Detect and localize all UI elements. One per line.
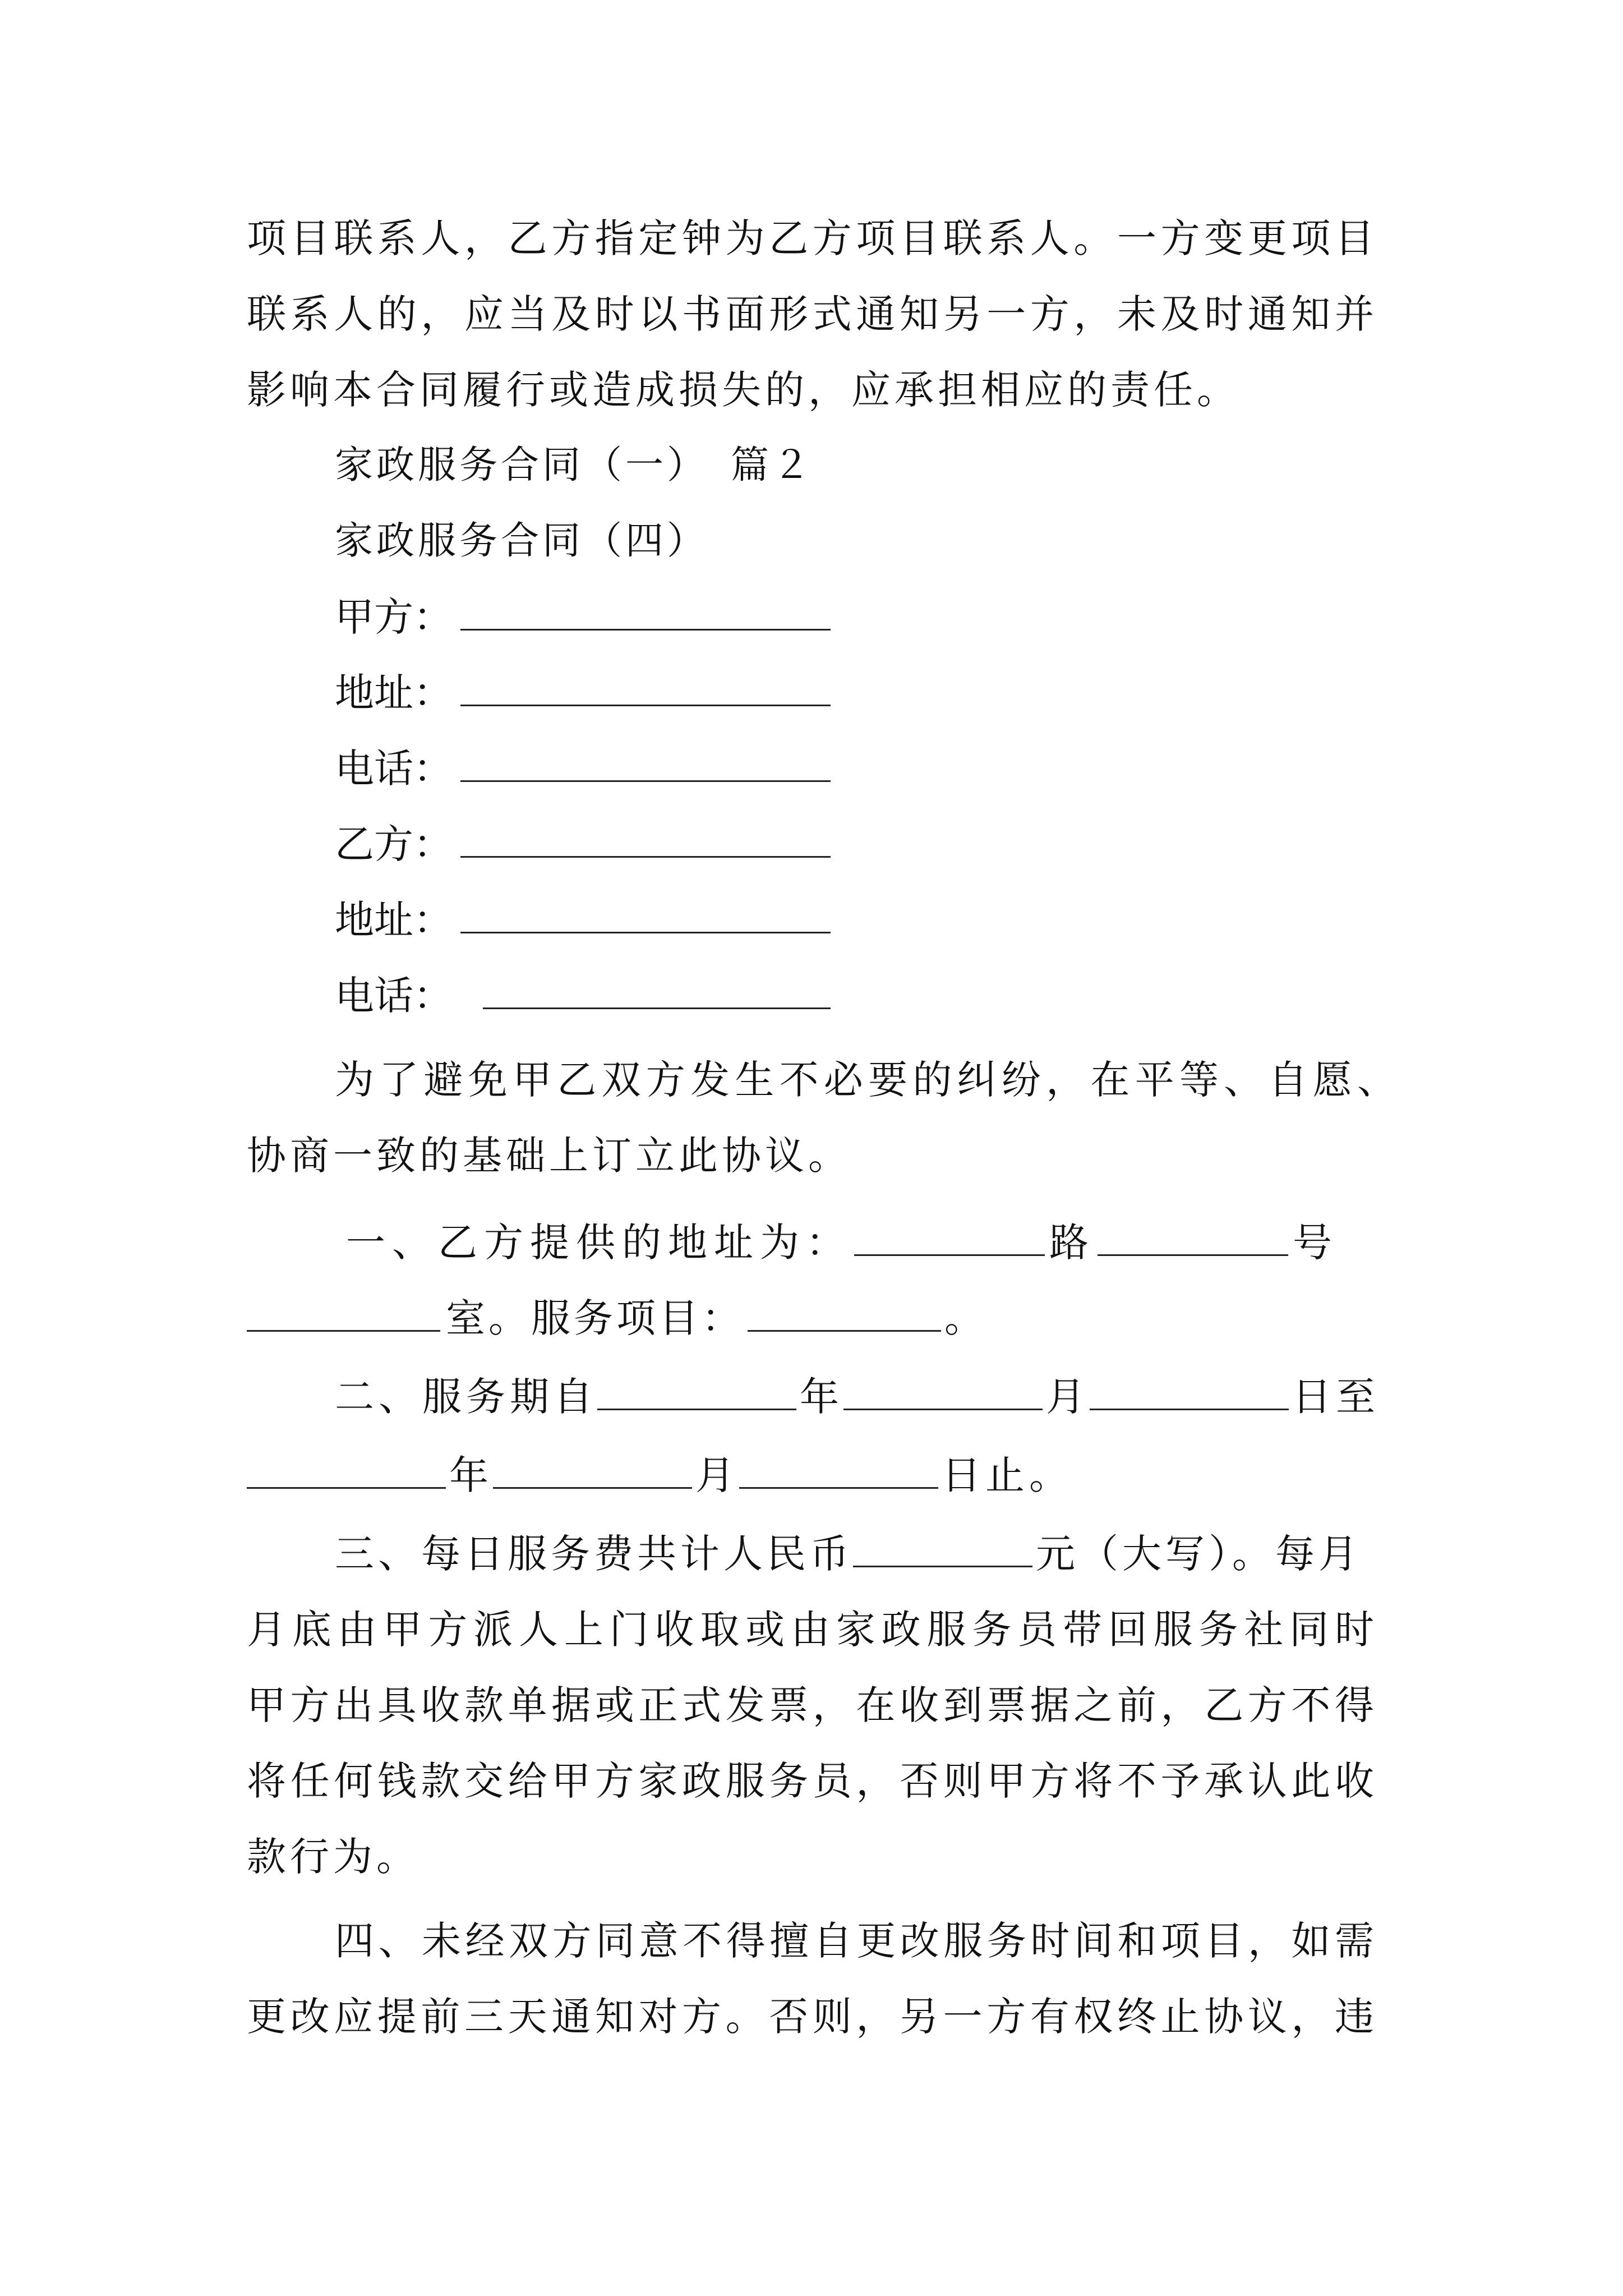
party-b-phone-blank[interactable]: [483, 970, 831, 1009]
room-label: 室。服务项目：: [446, 1295, 744, 1341]
month-label: 月: [695, 1452, 739, 1498]
party-b-field: [335, 817, 831, 871]
party-a-blank[interactable]: [460, 592, 831, 631]
phone-label: 电话：: [335, 973, 453, 1019]
address-label: 地址：: [335, 897, 453, 943]
party-a-phone-blank[interactable]: [460, 743, 831, 782]
clause-3-line: [335, 1527, 1362, 1581]
number-label: 号: [1293, 1220, 1339, 1266]
clause-2-prefix: 二、服务期自: [335, 1374, 597, 1420]
party-b-phone-field: [335, 969, 831, 1023]
body-text-line: 将任何钱款交给甲方家政服务员，否则甲方将不予承认此收: [247, 1758, 1374, 1804]
clause-1-end: 。: [944, 1295, 987, 1341]
clause-2-line-2: [247, 1448, 1073, 1502]
party-b-blank[interactable]: [460, 819, 831, 858]
end-month-blank[interactable]: [493, 1450, 692, 1489]
party-a-label: 甲方：: [335, 594, 453, 640]
road-number-blank[interactable]: [1098, 1217, 1288, 1256]
body-text-line: 款行为。: [247, 1834, 419, 1880]
party-b-label: 乙方：: [335, 821, 453, 867]
body-text-line: 甲方出具收款单据或正式发票，在收到票据之前，乙方不得: [247, 1682, 1374, 1728]
body-text-line: 四、未经双方同意不得擅自更改服务时间和项目，如需: [335, 1918, 1374, 1964]
service-item-blank[interactable]: [748, 1293, 941, 1332]
start-day-blank[interactable]: [1090, 1372, 1289, 1410]
address-label: 地址：: [335, 670, 453, 716]
clause-1-prefix: 一、乙方提供的地址为：: [346, 1220, 852, 1266]
day-to-label: 日至: [1292, 1374, 1380, 1420]
clause-1-line-2: [247, 1291, 987, 1345]
party-a-address-field: [335, 666, 831, 720]
party-a-phone-field: [335, 742, 831, 795]
body-text-line: 联系人的，应当及时以书面形式通知另一方，未及时通知并: [247, 291, 1374, 337]
year-label: 年: [449, 1452, 493, 1498]
body-text-line: 影响本合同履行或造成损失的，应承担相应的责任。: [247, 367, 1240, 413]
section-heading: 家政服务合同（一） 篇２: [335, 443, 814, 487]
clause-2-line: [335, 1370, 1380, 1424]
contract-title: 家政服务合同（四）: [335, 519, 709, 563]
start-month-blank[interactable]: [843, 1372, 1043, 1410]
road-label: 路: [1049, 1220, 1095, 1266]
end-day-blank[interactable]: [739, 1450, 938, 1489]
end-year-blank[interactable]: [247, 1450, 446, 1489]
day-end-label: 日止。: [942, 1452, 1073, 1498]
room-blank[interactable]: [247, 1293, 440, 1332]
start-year-blank[interactable]: [597, 1372, 796, 1410]
year-label: 年: [800, 1374, 843, 1420]
clause-3-prefix: 三、每日服务费共计人民币: [335, 1531, 853, 1577]
body-text-line: 项目联系人，乙方指定钟为乙方项目联系人。一方变更项目: [247, 215, 1374, 261]
body-text-line: 更改应提前三天通知对方。否则，另一方有权终止协议，违: [247, 1994, 1374, 2040]
daily-fee-blank[interactable]: [853, 1529, 1032, 1567]
address-blank[interactable]: [854, 1217, 1045, 1256]
party-a-address-blank[interactable]: [460, 668, 831, 706]
body-text-line: 协商一致的基础上订立此协议。: [247, 1133, 851, 1179]
clause-3-suffix: 元（大写）。每月: [1036, 1531, 1362, 1577]
month-label: 月: [1046, 1374, 1090, 1420]
party-a-field: [335, 590, 831, 644]
body-text-line: 月底由甲方派人上门收取或由家政服务员带回服务社同时: [247, 1607, 1374, 1653]
party-b-address-blank[interactable]: [460, 895, 831, 933]
phone-label: 电话：: [335, 746, 453, 792]
party-b-address-field: [335, 893, 831, 947]
clause-1-line: [346, 1216, 1339, 1269]
body-text-line: 为了避免甲乙双方发生不必要的纠纷，在平等、自愿、: [335, 1057, 1396, 1103]
